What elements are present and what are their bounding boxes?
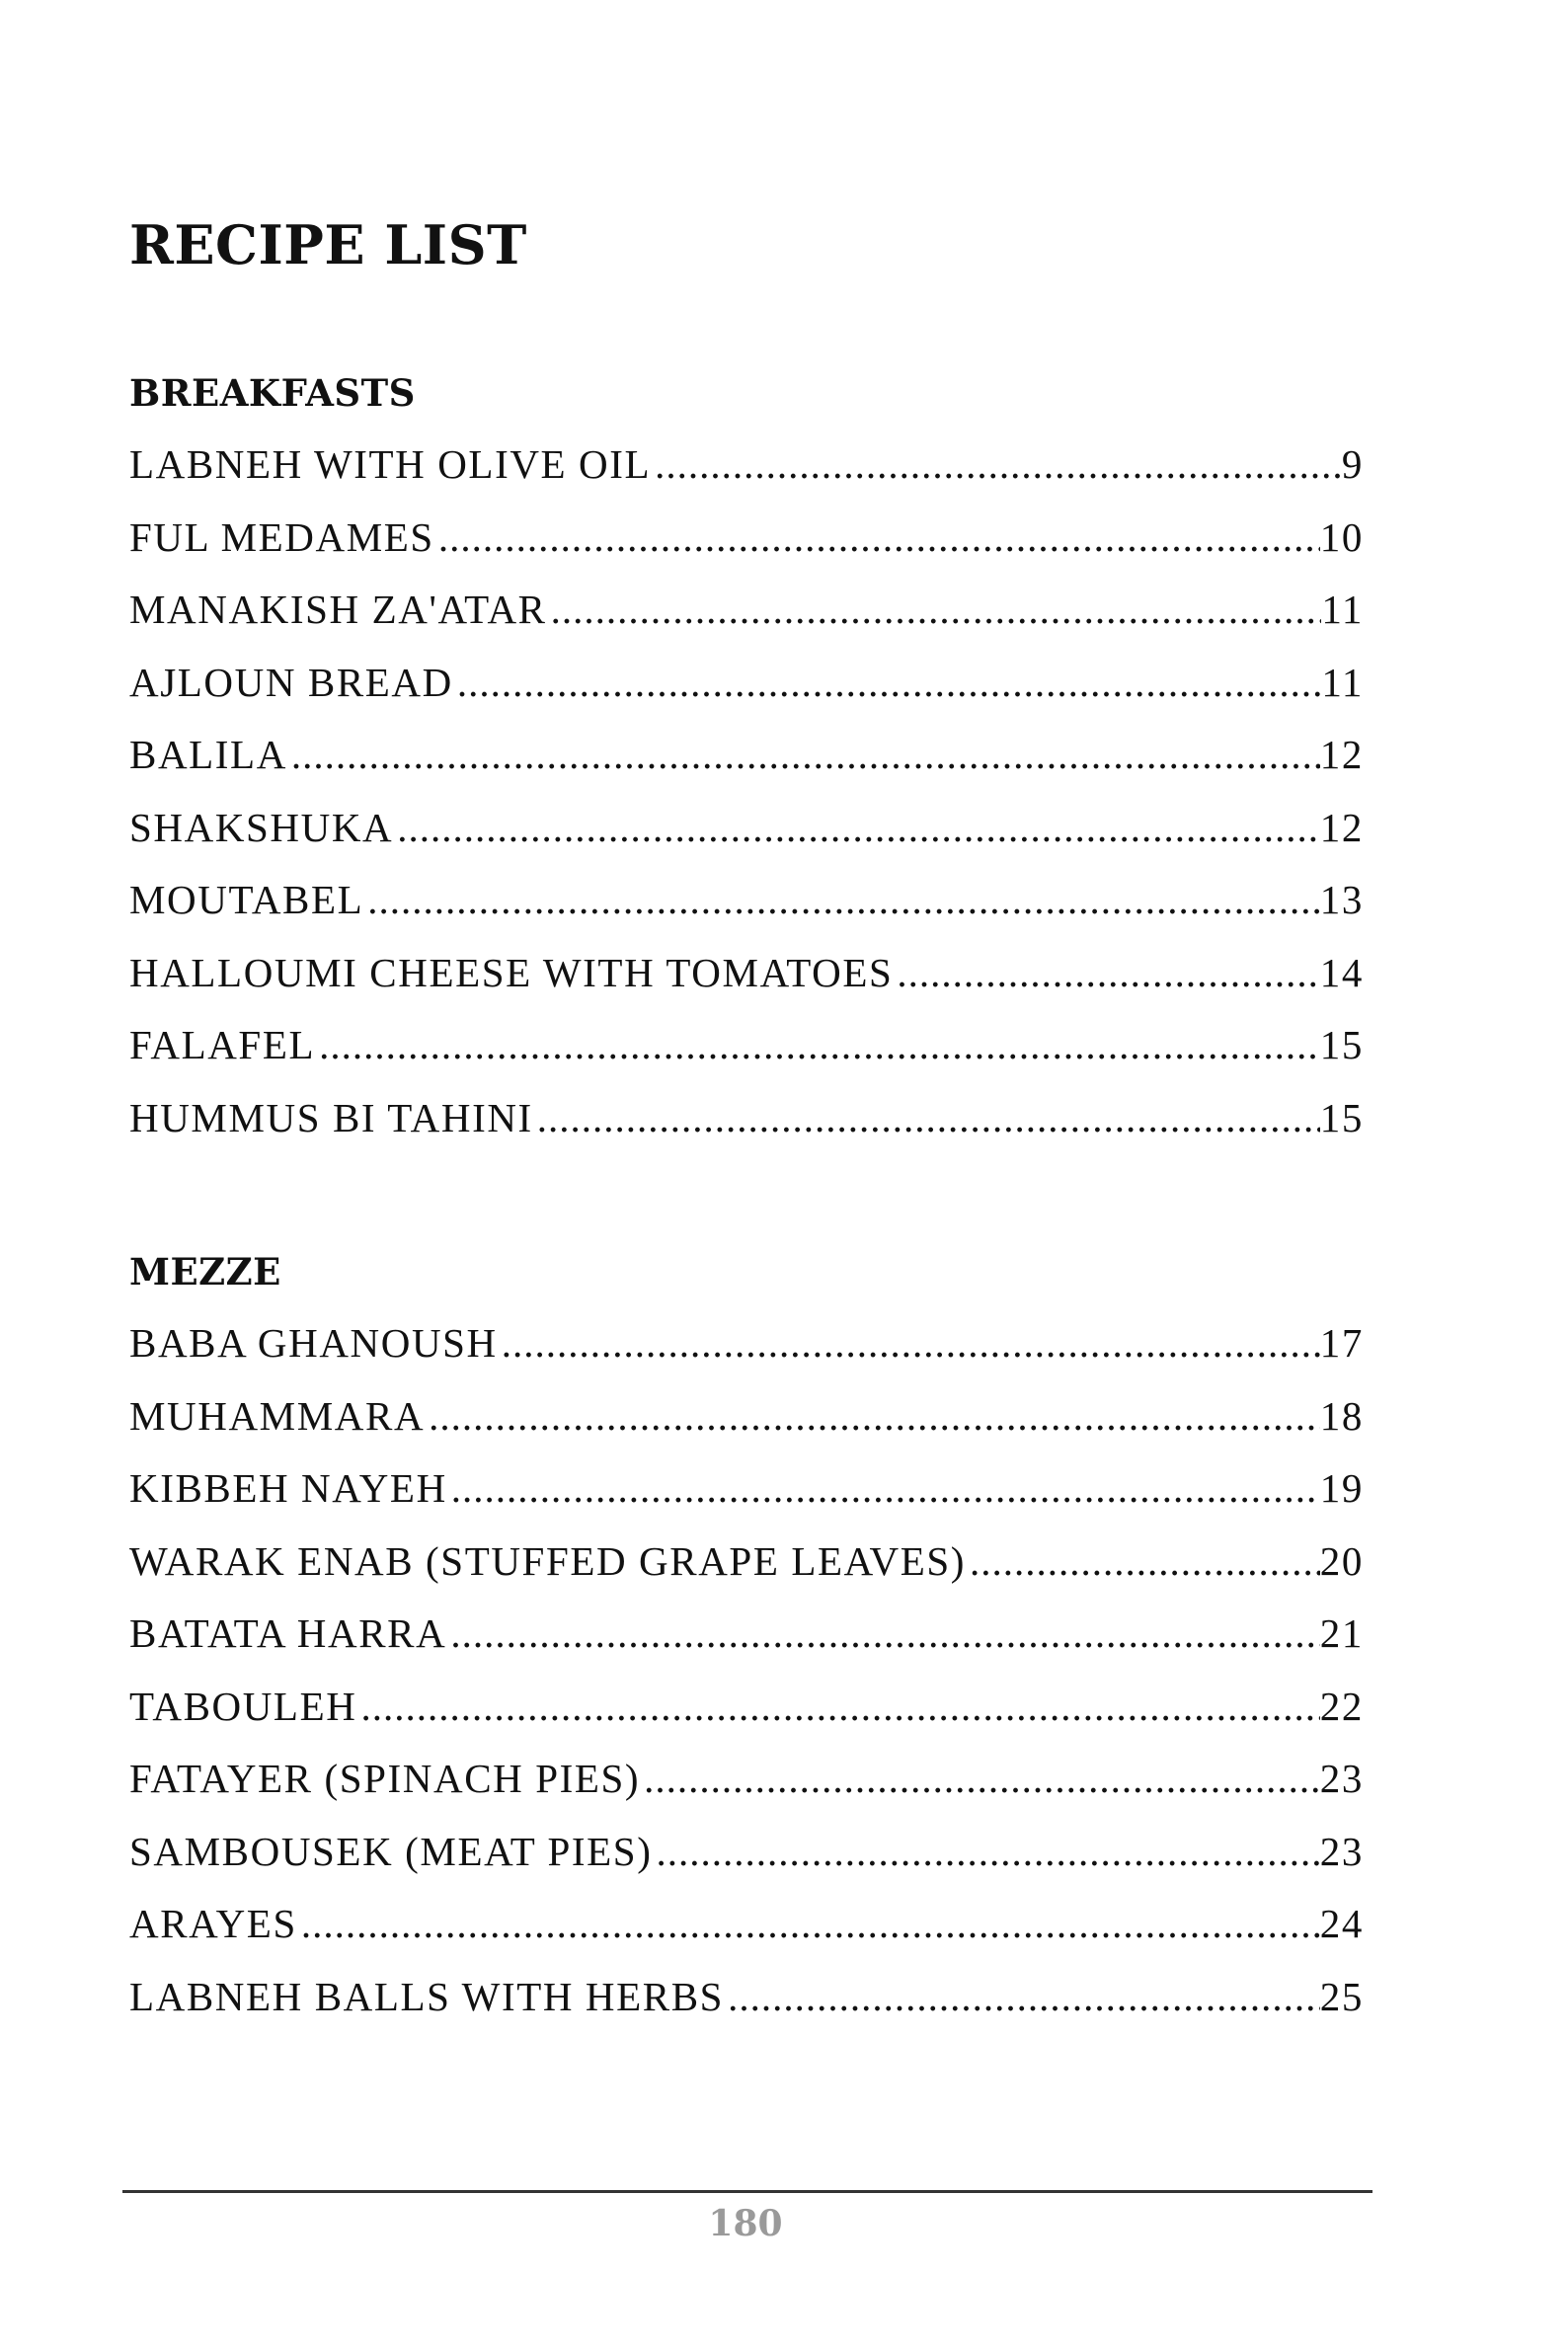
dot-leader — [533, 1082, 1320, 1155]
toc-entry[interactable] — [129, 1526, 1364, 1599]
entry-page-number: 20 — [1319, 1537, 1364, 1584]
entry-title: FATAYER (SPINACH PIES) — [129, 1756, 641, 1801]
entry-title: LABNEH WITH OLIVE OIL — [129, 441, 652, 487]
dot-leader — [651, 429, 1342, 502]
toc-entry[interactable] — [129, 864, 1364, 937]
entry-page-number: 11 — [1321, 659, 1364, 705]
toc-entry[interactable] — [129, 1743, 1364, 1816]
toc-entry[interactable] — [129, 574, 1364, 647]
dot-leader — [966, 1526, 1320, 1599]
entry-page-number: 12 — [1319, 804, 1364, 850]
toc-entry[interactable] — [129, 1671, 1364, 1744]
toc-entry[interactable] — [129, 937, 1364, 1010]
dot-leader — [547, 574, 1322, 647]
entry-page-number: 18 — [1319, 1392, 1364, 1439]
entry-page-number: 22 — [1319, 1683, 1364, 1729]
entry-page-number: 25 — [1319, 1973, 1364, 2019]
entry-page-number: 15 — [1319, 1022, 1364, 1067]
entry-title: WARAK ENAB (STUFFED GRAPE LEAVES) — [129, 1537, 967, 1584]
toc-entry[interactable] — [129, 1009, 1364, 1082]
entry-page-number: 17 — [1319, 1320, 1364, 1366]
section-mezze — [129, 1236, 1364, 2033]
entry-title: FALAFEL — [129, 1022, 316, 1067]
section-heading: MEZZE — [129, 1250, 281, 1294]
entry-page-number: 21 — [1319, 1610, 1364, 1656]
entry-page-number: 24 — [1319, 1901, 1364, 1946]
entry-page-number: 10 — [1319, 513, 1364, 560]
entry-title: BABA GHANOUSH — [129, 1320, 498, 1366]
dot-leader — [893, 937, 1319, 1010]
entry-title: HALLOUMI CHEESE WITH TOMATOES — [129, 949, 894, 995]
entry-title: SAMBOUSEK (MEAT PIES) — [129, 1828, 653, 1874]
dot-leader — [315, 1009, 1320, 1082]
entry-page-number: 23 — [1319, 1828, 1364, 1874]
entry-title: ARAYES — [129, 1901, 297, 1946]
entry-page-number: 14 — [1319, 949, 1364, 995]
entry-title: AJLOUN BREAD — [129, 659, 453, 705]
entry-title: MOUTABEL — [129, 877, 364, 922]
toc-entry[interactable] — [129, 1598, 1364, 1671]
toc-entry[interactable] — [129, 647, 1364, 720]
dot-leader — [640, 1743, 1320, 1816]
entry-page-number: 12 — [1319, 732, 1364, 777]
toc-entry[interactable] — [129, 1961, 1364, 2034]
dot-leader — [453, 647, 1321, 720]
dot-leader — [393, 792, 1320, 865]
entry-title: FUL MEDAMES — [129, 513, 434, 560]
toc-entry[interactable] — [129, 1380, 1364, 1453]
dot-leader — [356, 1671, 1319, 1744]
dot-leader — [724, 1961, 1320, 2034]
entry-title: BATATA HARRA — [129, 1610, 447, 1656]
entry-page-number: 19 — [1319, 1465, 1364, 1511]
toc-entry[interactable] — [129, 1082, 1364, 1155]
toc-entry[interactable] — [129, 1307, 1364, 1380]
dot-leader — [425, 1380, 1320, 1453]
dot-leader — [446, 1598, 1319, 1671]
page-number: 180 — [708, 2203, 783, 2244]
toc-entry[interactable] — [129, 1888, 1364, 1961]
dot-leader — [363, 864, 1320, 937]
entry-page-number: 11 — [1321, 587, 1364, 632]
entry-title: MANAKISH ZA'ATAR — [129, 587, 547, 632]
entry-title: HUMMUS BI TAHINI — [129, 1094, 533, 1140]
section-heading: BREAKFASTS — [129, 371, 416, 415]
dot-leader — [297, 1888, 1320, 1961]
entry-title: TABOULEH — [129, 1683, 357, 1729]
toc-entry[interactable] — [129, 429, 1364, 502]
dot-leader — [447, 1452, 1320, 1526]
dot-leader — [652, 1816, 1319, 1889]
entry-page-number: 9 — [1341, 441, 1364, 487]
entry-page-number: 15 — [1319, 1094, 1364, 1140]
entry-title: LABNEH BALLS WITH HERBS — [129, 1973, 725, 2019]
toc-entry[interactable] — [129, 792, 1364, 865]
dot-leader — [498, 1307, 1320, 1380]
entry-page-number: 13 — [1319, 877, 1364, 922]
dot-leader — [434, 502, 1320, 575]
toc-entry[interactable] — [129, 1816, 1364, 1889]
entry-title: BALILA — [129, 732, 287, 777]
toc-entry[interactable] — [129, 719, 1364, 792]
toc-entry[interactable] — [129, 1452, 1364, 1526]
entry-title: SHAKSHUKA — [129, 804, 394, 850]
dot-leader — [287, 719, 1320, 792]
toc-entry[interactable] — [129, 502, 1364, 575]
entry-page-number: 23 — [1319, 1756, 1364, 1801]
footer-divider — [122, 2190, 1372, 2193]
section-breakfasts — [129, 357, 1364, 1154]
page-title: RECIPE LIST — [129, 213, 527, 276]
entry-title: KIBBEH NAYEH — [129, 1465, 447, 1511]
entry-title: MUHAMMARA — [129, 1392, 426, 1439]
